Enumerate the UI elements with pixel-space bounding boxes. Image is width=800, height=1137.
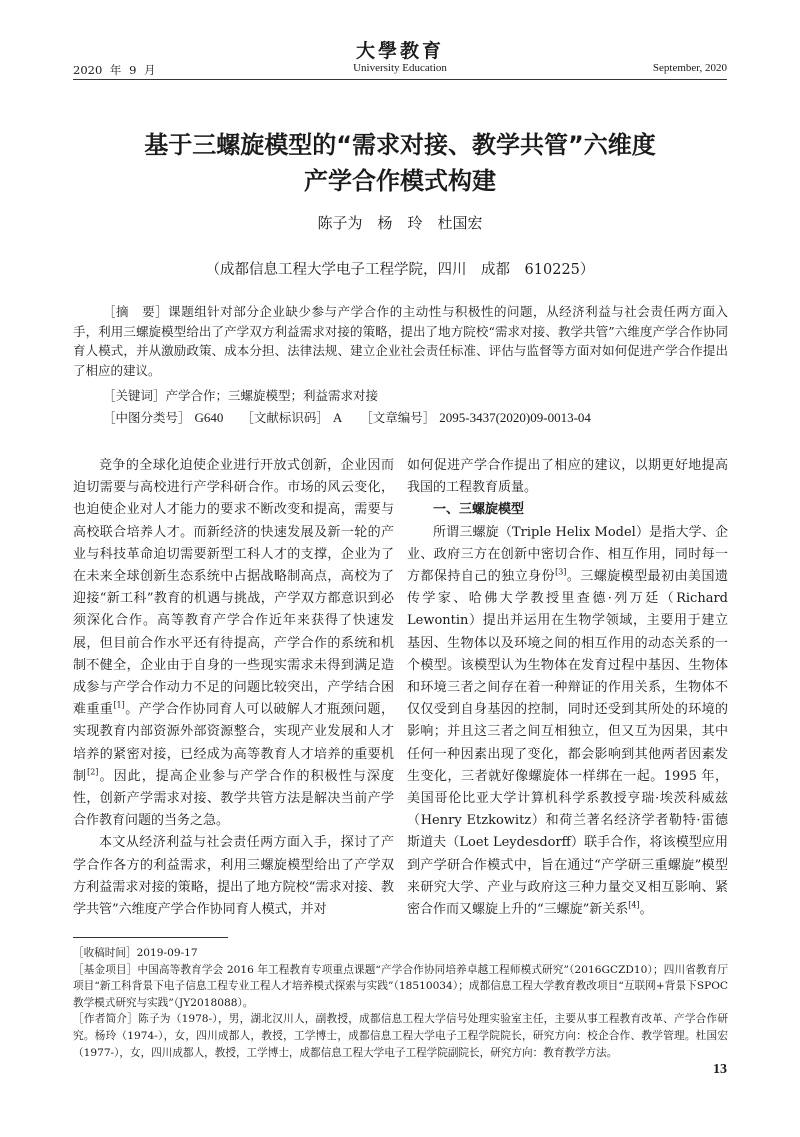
abstract bbox=[73, 302, 728, 380]
classification-line bbox=[103, 408, 728, 427]
header-date-en: September, 2020 bbox=[652, 62, 727, 74]
body-right-column bbox=[407, 455, 728, 921]
citation: [4] bbox=[628, 900, 640, 910]
section-heading: 一、三螺旋模型 bbox=[433, 502, 525, 518]
header-rule bbox=[73, 79, 727, 80]
paper-title-line2: 产学合作模式构建 bbox=[304, 167, 496, 195]
footnote-author: ［作者简介］陈子为（1978-），男，湖北汉川人，副教授，成都信息工程大学信号处理实验室主任，主要从事工程教育改革、产学合作研究。杨玲（1974-），女，四川成都人，教授，工学博士，成都信息工程大学电子工程学院院长，研究方向：校企合作、教学管理。杜国宏（1977-），女，四川成都人，教授，工学博士，成都信息工程大学电子工程学院副院长，研究方向：教育教学方法。 bbox=[73, 1013, 728, 1059]
page-number: 13 bbox=[713, 1062, 727, 1077]
citation: [3] bbox=[555, 567, 567, 577]
header-journal-en: University Education bbox=[353, 62, 447, 74]
paragraph: 本文从经济利益与社会责任两方面入手，探讨了产学合作各方的利益需求，利用三螺旋模型给出了产学双方利益需求对接的策略，提出了地方院校“需求对接、教学共管”六维度产学合作协同育人模式，并对 bbox=[73, 835, 394, 918]
footnotes bbox=[73, 945, 728, 1061]
paper-title-line1: 基于三螺旋模型的“需求对接、教学共管”六维度 bbox=[144, 131, 656, 159]
clc-label: ［中图分类号］ bbox=[103, 410, 191, 425]
citation: [2] bbox=[87, 767, 99, 777]
abstract-text: 课题组针对部分企业缺少参与产学合作的主动性与积极性的问题，从经济利益与社会责任两方面入手，利用三螺旋模型给出了产学双方利益需求对接的策略，提出了地方院校“需求对接、教学共管”六维度产学合作协同育人模式，并从激励政策、成本分担、法律法规、建立企业社会责任标准、评估与监督等方面对如何促进产学合作提出了相应的建议。 bbox=[73, 304, 728, 378]
keywords-text: 产学合作；三螺旋模型；利益需求对接 bbox=[165, 388, 379, 403]
author-list: 陈子为 杨 玲 杜国宏 bbox=[317, 214, 483, 232]
paragraph: 所谓三螺旋（Triple Helix Model）是指大学、企业、政府三方在创新中密切合作、相互作用，同时每一方都保持自己的独立身份[3]。三螺旋模型最初由美国遗传学家、哈佛大学教授里查德·列万廷（Richard Lewontin）提出并运用在生物学领域，主要用于建立基因、生物体以及环境之间的相互作用的动态关系的一个模型。该模型认为生物体在发育过程中基因、生物体和环境三者之间存在着一种辩证的作用关系，生物体不仅仅受到自身基因的控制，同时还受到其所处的环境的影响；并且这三者之间互相独立，但又互为因果，其中任何一种因素出现了变化，都会影响到其他两者因素发生变化，三者就好像螺旋体一样绑在一起。1995 年，美国哥伦比亚大学计算机科学系教授亨瑞·埃茨科威兹（Henry Etzkowitz）和荷兰著名经济学者勒特·雷德斯道夫（Loet Leydesdorff）联手合作，将该模型应用到产学研合作模式中，旨在通过“产学研三重螺旋”模型来研究大学、产业与政府这三种力量交叉相互影响、紧密合作而又螺旋上升的“三螺旋”新关系[4]。 bbox=[407, 524, 728, 918]
footnote-received: ［收稿时间］2019-09-17 bbox=[73, 947, 198, 959]
paragraph: 竞争的全球化迫使企业进行开放式创新，企业因而迫切需要与高校进行产学科研合作。市场的风云变化，也迫使企业对人才能力的要求不断改变和提高，需要与高校联合培养人才。而新经济的快速发展及新一轮的产业与科技革命迫切需要新型工科人才的支撑，企业为了在未来全球创新生态系统中占据战略制高点，高校为了迎接“新工科”教育的机遇与挑战，产学双方都意识到必须深化合作。高等教育产学合作近年来获得了快速发展，但目前合作水平还有待提高，产学合作的系统和机制不健全，企业由于自身的一些现实需求未得到满足造成参与产学合作动力不足的问题比较突出，产学结合困难重重[1]。产学合作协同育人可以破解人才瓶颈问题，实现教育内部资源外部资源整合，实现产业发展和人才培养的紧密对接，已经成为高等教育人才培养的重要机制[2]。因此，提高企业参与产学合作的积极性与深度性，创新产学需求对接、教学共管方法是解决当前产学合作教育问题的当务之急。 bbox=[73, 458, 394, 829]
abstract-label: ［摘 要］ bbox=[103, 304, 169, 319]
article-no-label: ［文章编号］ bbox=[360, 410, 436, 425]
footnote-rule bbox=[73, 937, 228, 938]
paragraph: 如何促进产学合作提出了相应的建议，以期更好地提高我国的工程教育质量。 bbox=[407, 458, 728, 496]
keywords-label: ［关键词］ bbox=[103, 388, 166, 403]
body-left-column bbox=[73, 455, 394, 921]
clc-value: G640 bbox=[194, 410, 224, 425]
header-date-cn: 2020 年 9 月 bbox=[73, 63, 156, 77]
citation: [1] bbox=[113, 700, 125, 710]
doc-code-value: A bbox=[332, 410, 343, 425]
journal-logo: 大學教育 bbox=[355, 40, 444, 62]
article-no-value: 2095-3437(2020)09-0013-04 bbox=[439, 410, 591, 425]
doc-code-label: ［文献标识码］ bbox=[241, 410, 329, 425]
affiliation: （成都信息工程大学电子工程学院，四川 成都 610225） bbox=[205, 262, 595, 278]
footnote-fund: ［基金项目］中国高等教育学会 2016 年工程教育专项重点课题“产学合作协同培养卓越工程师模式研究”（2016GCZD10）；四川省教育厅项目“新工科背景下电子信息工程专业工程人才培养模式探索与实践”（18510034）；成都信息工程大学教育教改项目“互联网+背景下SPOC教学模式研究与实践”（JY2018088）。 bbox=[73, 963, 728, 1009]
keywords bbox=[103, 386, 728, 405]
